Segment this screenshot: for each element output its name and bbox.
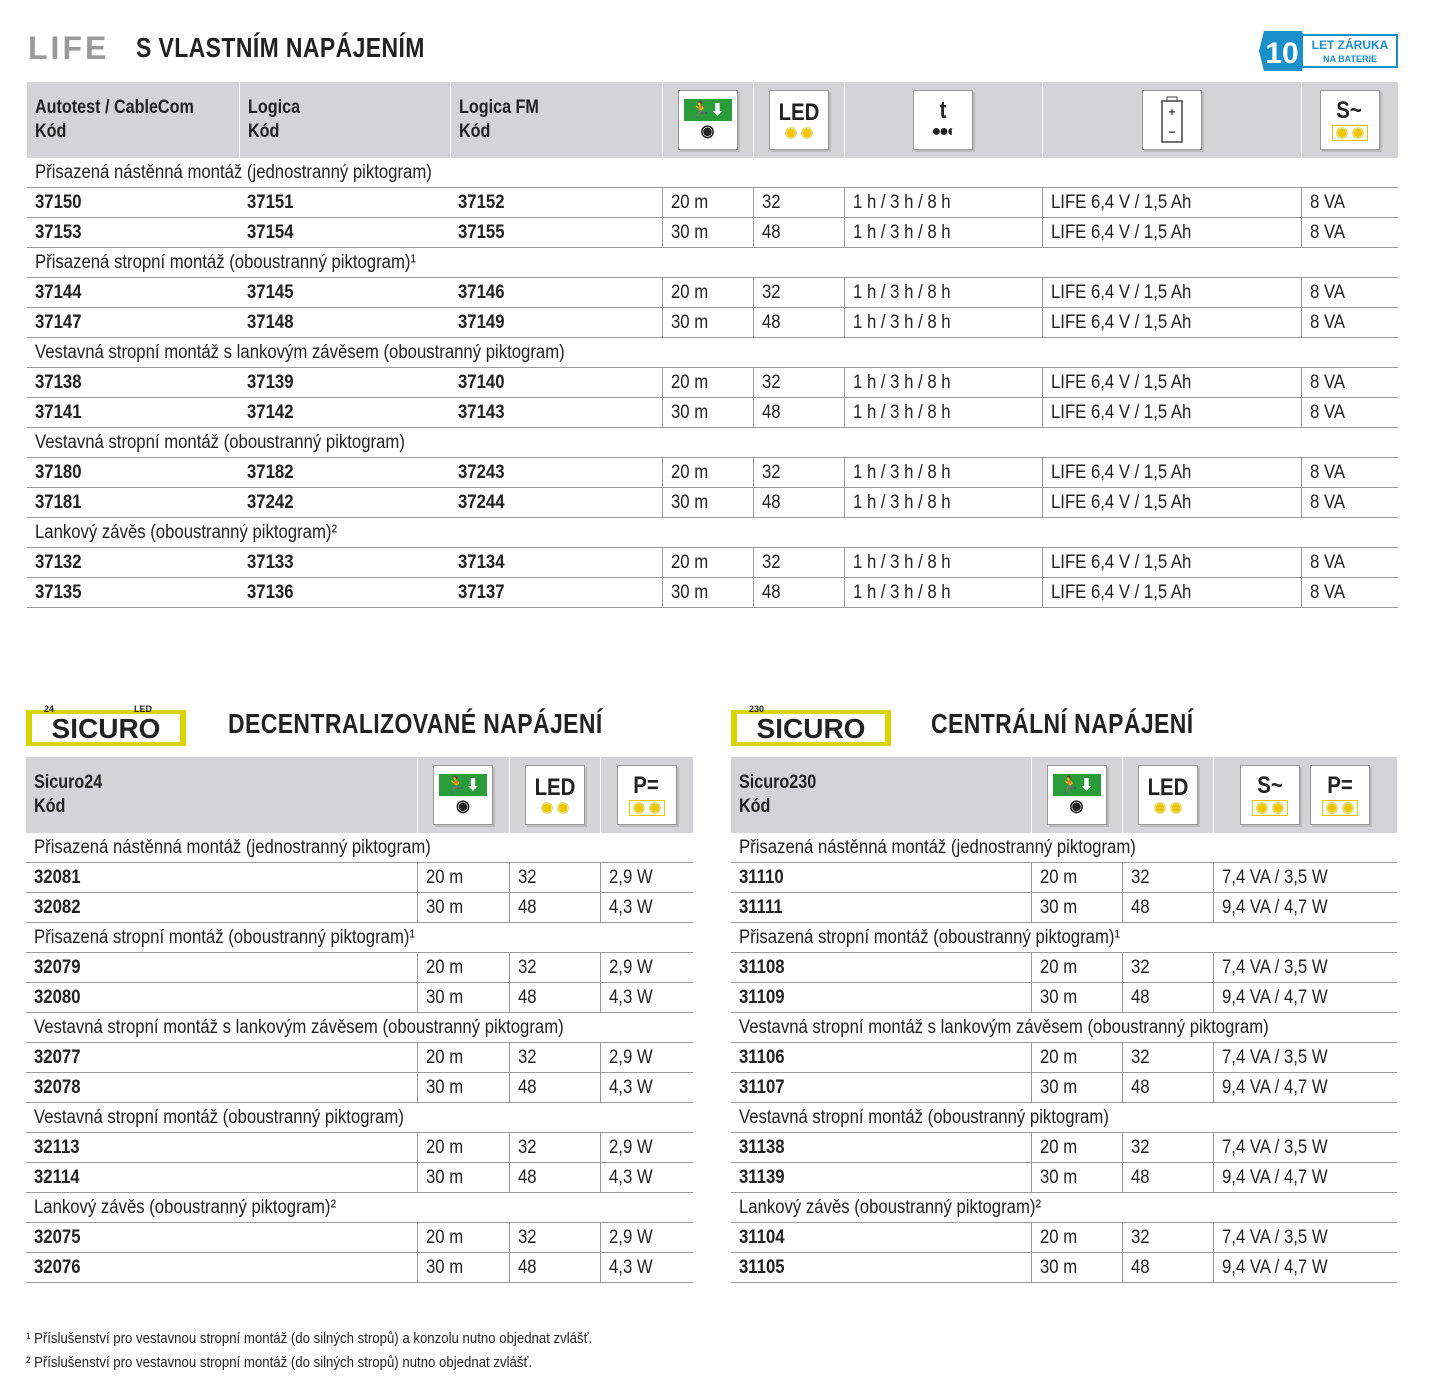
sicuro230-section-title: CENTRÁLNÍ NAPÁJENÍ [931,708,1194,739]
table-cell: 2,9 W [600,953,693,983]
table-cell: 20 m [417,1133,509,1163]
table-cell: 4,3 W [600,1073,693,1103]
col-led-icon: LED [753,82,844,158]
table-cell: 9,4 VA / 4,7 W [1213,893,1397,923]
table-cell: 7,4 VA / 3,5 W [1213,863,1397,893]
table-cell: 31105 [731,1253,1031,1283]
table-cell: 37150 [27,188,239,218]
footnote-2: ² Příslušenství pro vestavnou stropní montáž (do silných stropů) nutno objednat zvlášť. [26,1354,533,1371]
table-cell: 32 [753,368,844,398]
group-header-row [26,1193,693,1223]
eye-icon: ◉ [700,123,715,140]
table-cell: 1 h / 3 h / 8 h [844,368,1042,398]
table-cell: 32079 [26,953,417,983]
table-row [731,1253,1397,1283]
table-cell: 31108 [731,953,1031,983]
table-cell: 2,9 W [600,863,693,893]
clock-icon: ●●◐ [931,123,955,140]
table-cell: 37152 [450,188,662,218]
table-cell: LIFE 6,4 V / 1,5 Ah [1042,548,1301,578]
table-cell: 48 [1122,1253,1213,1283]
table-cell: 37138 [27,368,239,398]
table-cell: 20 m [417,863,509,893]
table-cell: 37143 [450,398,662,428]
table-cell: 32 [509,863,600,893]
table-cell: 1 h / 3 h / 8 h [844,308,1042,338]
table-cell: 32081 [26,863,417,893]
table-cell: 20 m [417,1043,509,1073]
table-row [27,548,1398,578]
table-cell: 32080 [26,983,417,1013]
col-battery-icon [1042,82,1301,158]
table-cell: 32 [753,188,844,218]
table-row [26,1253,693,1283]
table-cell: LIFE 6,4 V / 1,5 Ah [1042,278,1301,308]
table-row [27,278,1398,308]
table-cell: 8 VA [1301,188,1398,218]
table-cell: 20 m [662,278,753,308]
table-cell: 30 m [417,1073,509,1103]
table-cell: 8 VA [1301,218,1398,248]
power-led-icon [629,800,665,816]
table-cell: LIFE 6,4 V / 1,5 Ah [1042,308,1301,338]
power-led-icon [1322,800,1358,816]
table-cell: 30 m [662,488,753,518]
group-title: Vestavná stropní montáž (oboustranný piktogram) [731,1103,1397,1133]
table-cell: 37137 [450,578,662,608]
table-row [26,863,693,893]
warranty-badge [1258,30,1398,72]
table-cell: 48 [753,218,844,248]
table-cell: 7,4 VA / 3,5 W [1213,1133,1397,1163]
table-cell: 37139 [239,368,450,398]
table-cell: 20 m [417,953,509,983]
table-cell: 1 h / 3 h / 8 h [844,488,1042,518]
group-header-row [27,158,1398,188]
table-row [26,1223,693,1253]
table-cell: 20 m [1031,1043,1122,1073]
table-cell: 7,4 VA / 3,5 W [1213,1223,1397,1253]
table-row [731,1163,1397,1193]
table-cell: 32113 [26,1133,417,1163]
table-row [26,1073,693,1103]
table-cell: 32082 [26,893,417,923]
col-power-icon: P= [600,757,693,833]
group-header-row [731,1103,1397,1133]
table-cell: 37142 [239,398,450,428]
table-cell: 37140 [450,368,662,398]
table-cell: 32 [753,278,844,308]
table-row [26,1133,693,1163]
badge-number: 10 [1265,37,1299,70]
table-cell: 30 m [1031,1253,1122,1283]
table-row [27,218,1398,248]
col-logica-code: Logica Kód [239,82,450,158]
table-cell: 31110 [731,863,1031,893]
group-title: Přisazená nástěnná montáž (jednostranný piktogram) [731,833,1397,863]
exit-sign-icon: 🏃⬇ [439,774,487,796]
table-cell: 30 m [1031,983,1122,1013]
table-cell: 32 [1122,1133,1213,1163]
table-cell: 37148 [239,308,450,338]
exit-sign-icon: 🏃⬇ [684,99,732,121]
col-power-icon: S~ P= [1213,757,1397,833]
table-row [27,188,1398,218]
table-cell: 30 m [417,1253,509,1283]
table-row [26,983,693,1013]
group-header-row [26,923,693,953]
svg-text:−: − [1167,125,1176,139]
table-cell: 8 VA [1301,308,1398,338]
table-cell: 37180 [27,458,239,488]
table-cell: LIFE 6,4 V / 1,5 Ah [1042,458,1301,488]
group-title: Lankový závěs (oboustranný piktogram)² [26,1193,693,1223]
table-cell: 37146 [450,278,662,308]
led-icon [785,127,813,139]
svg-text:LED: LED [134,704,152,714]
group-title: Vestavná stropní montáž s lankovým závěsem (oboustranný piktogram) [731,1013,1397,1043]
table-cell: LIFE 6,4 V / 1,5 Ah [1042,398,1301,428]
table-cell: 8 VA [1301,578,1398,608]
table-cell: 31106 [731,1043,1031,1073]
table-cell: 20 m [1031,953,1122,983]
group-header-row [26,1103,693,1133]
table-cell: 20 m [662,458,753,488]
table-cell: 37132 [27,548,239,578]
group-title: Přisazená nástěnná montáž (jednostranný piktogram) [26,833,693,863]
col-sicuro24-code: Sicuro24 Kód [26,757,417,833]
table-cell: 48 [509,1253,600,1283]
table-cell: 31104 [731,1223,1031,1253]
sicuro24-logo [24,704,214,748]
group-title: Přisazená stropní montáž (oboustranný piktogram)¹ [27,248,1398,278]
table-cell: 20 m [1031,1223,1122,1253]
table-row [26,953,693,983]
badge-line2: NA BATERIE [1323,54,1377,64]
table-cell: 32 [1122,1043,1213,1073]
table-cell: 4,3 W [600,893,693,923]
group-header-row [27,428,1398,458]
led-icon [1154,802,1182,814]
table-cell: 1 h / 3 h / 8 h [844,548,1042,578]
table-cell: 8 VA [1301,368,1398,398]
table-cell: 48 [1122,893,1213,923]
table-cell: 9,4 VA / 4,7 W [1213,1253,1397,1283]
table-cell: LIFE 6,4 V / 1,5 Ah [1042,188,1301,218]
table-cell: 8 VA [1301,548,1398,578]
table-cell: 31111 [731,893,1031,923]
table-row [731,983,1397,1013]
group-header-row [27,248,1398,278]
table-cell: LIFE 6,4 V / 1,5 Ah [1042,218,1301,248]
life-section-title: S VLASTNÍM NAPÁJENÍM [136,32,425,63]
table-cell: 20 m [662,548,753,578]
table-cell: 20 m [417,1223,509,1253]
table-cell: 30 m [417,1163,509,1193]
table-cell: 20 m [662,368,753,398]
table-row [731,893,1397,923]
sicuro24-table [26,757,694,1283]
table-cell: 37244 [450,488,662,518]
table-cell: 48 [509,1073,600,1103]
group-header-row [731,1193,1397,1223]
table-row [27,368,1398,398]
table-row [26,1163,693,1193]
table-cell: 37145 [239,278,450,308]
table-cell: 37243 [450,458,662,488]
table-cell: 2,9 W [600,1133,693,1163]
table-row [731,863,1397,893]
table-cell: 30 m [1031,1073,1122,1103]
table-cell: 37141 [27,398,239,428]
power-led-icon [1252,800,1288,816]
group-header-row [731,923,1397,953]
table-cell: 32 [509,1133,600,1163]
table-cell: 4,3 W [600,983,693,1013]
battery-icon [1160,96,1184,144]
life-table [27,82,1399,608]
table-cell: 30 m [1031,893,1122,923]
table-cell: 37149 [450,308,662,338]
table-cell: 32 [753,548,844,578]
group-title: Lankový závěs (oboustranný piktogram)² [27,518,1398,548]
sicuro230-logo [729,704,919,748]
eye-icon: ◉ [456,798,470,815]
table-cell: 1 h / 3 h / 8 h [844,188,1042,218]
table-cell: 30 m [662,398,753,428]
table-cell: 4,3 W [600,1253,693,1283]
table-cell: 48 [1122,983,1213,1013]
group-title: Vestavná stropní montáž s lankovým závěsem (oboustranný piktogram) [27,338,1398,368]
table-cell: 20 m [662,188,753,218]
table-cell: 20 m [1031,1133,1122,1163]
table-cell: 30 m [662,308,753,338]
group-title: Přisazená stropní montáž (oboustranný piktogram)¹ [26,923,693,953]
table-row [27,578,1398,608]
table-cell: 1 h / 3 h / 8 h [844,398,1042,428]
table-cell: 32 [509,1043,600,1073]
table-cell: 9,4 VA / 4,7 W [1213,1073,1397,1103]
table-cell: 32076 [26,1253,417,1283]
table-cell: 48 [509,983,600,1013]
table-cell: 30 m [417,893,509,923]
table-cell: 31107 [731,1073,1031,1103]
table-row [27,398,1398,428]
col-sicuro230-code: Sicuro230 Kód [731,757,1031,833]
power-led-icon [1332,125,1368,141]
footnote-1: ¹ Příslušenství pro vestavnou stropní montáž (do silných stropů) a konzolu nutno objednat zvlášť. [26,1330,593,1347]
eye-icon: ◉ [1069,798,1084,815]
table-cell: 37155 [450,218,662,248]
table-cell: 30 m [417,983,509,1013]
table-cell: 37151 [239,188,450,218]
table-row [731,1133,1397,1163]
group-header-row [731,1013,1397,1043]
table-cell: 32 [1122,1223,1213,1253]
table-cell: 9,4 VA / 4,7 W [1213,1163,1397,1193]
table-cell: 2,9 W [600,1223,693,1253]
table-row [731,953,1397,983]
table-cell: 32 [509,1223,600,1253]
col-logica-fm-code: Logica FM Kód [450,82,662,158]
table-cell: 8 VA [1301,398,1398,428]
table-cell: 48 [509,1163,600,1193]
table-cell: 48 [753,308,844,338]
table-cell: 20 m [1031,863,1122,893]
table-row [27,458,1398,488]
group-header-row [27,518,1398,548]
table-cell: 48 [509,893,600,923]
col-distance-icon [1031,757,1122,833]
badge-line1: LET ZÁRUKA [1311,38,1389,52]
group-header-row [731,833,1397,863]
table-cell: 37181 [27,488,239,518]
life-logo: LIFE [28,30,110,66]
table-cell: 30 m [1031,1163,1122,1193]
table-cell: 32075 [26,1223,417,1253]
group-title: Přisazená stropní montáž (oboustranný piktogram)¹ [731,923,1397,953]
col-distance-icon [662,82,753,158]
table-row [26,893,693,923]
table-cell: 37136 [239,578,450,608]
table-cell: 32 [753,458,844,488]
table-row [27,488,1398,518]
col-power-icon: S~ [1301,82,1398,158]
table-cell: 8 VA [1301,458,1398,488]
group-title: Přisazená nástěnná montáž (jednostranný piktogram) [27,158,1398,188]
group-header-row [26,833,693,863]
table-row [731,1073,1397,1103]
table-cell: 37147 [27,308,239,338]
table-cell: LIFE 6,4 V / 1,5 Ah [1042,488,1301,518]
table-cell: 32114 [26,1163,417,1193]
col-led-icon: LED [509,757,600,833]
table-cell: 8 VA [1301,278,1398,308]
table-cell: 37182 [239,458,450,488]
svg-text:+: + [1167,105,1176,119]
table-row [27,308,1398,338]
table-cell: 7,4 VA / 3,5 W [1213,1043,1397,1073]
col-time-icon: t ●●◐ [844,82,1042,158]
table-cell: 9,4 VA / 4,7 W [1213,983,1397,1013]
group-header-row [27,338,1398,368]
table-cell: 32 [509,953,600,983]
table-cell: 8 VA [1301,488,1398,518]
table-cell: 48 [1122,1163,1213,1193]
table-cell: 4,3 W [600,1163,693,1193]
table-cell: 32 [1122,863,1213,893]
group-title: Vestavná stropní montáž s lankovým závěsem (oboustranný piktogram) [26,1013,693,1043]
sicuro230-table [731,757,1398,1283]
table-cell: 37153 [27,218,239,248]
table-row [26,1043,693,1073]
table-cell: 2,9 W [600,1043,693,1073]
exit-sign-icon: 🏃⬇ [1053,774,1101,796]
group-title: Vestavná stropní montáž (oboustranný piktogram) [27,428,1398,458]
table-cell: 1 h / 3 h / 8 h [844,278,1042,308]
table-cell: LIFE 6,4 V / 1,5 Ah [1042,368,1301,398]
group-title: Vestavná stropní montáž (oboustranný piktogram) [26,1103,693,1133]
table-cell: 31109 [731,983,1031,1013]
table-cell: 37134 [450,548,662,578]
table-cell: 7,4 VA / 3,5 W [1213,953,1397,983]
table-cell: 48 [753,578,844,608]
table-cell: 30 m [662,578,753,608]
table-cell: 37133 [239,548,450,578]
table-cell: 37154 [239,218,450,248]
table-cell: 32 [1122,953,1213,983]
table-cell: 31138 [731,1133,1031,1163]
group-title: Lankový závěs (oboustranný piktogram)² [731,1193,1397,1223]
svg-text:230: 230 [749,704,765,714]
table-cell: 37135 [27,578,239,608]
led-icon [541,802,569,814]
svg-text:24: 24 [44,704,55,714]
table-cell: 48 [753,398,844,428]
table-cell: 48 [753,488,844,518]
table-row [731,1223,1397,1253]
table-cell: 1 h / 3 h / 8 h [844,578,1042,608]
col-autotest-code: Autotest / CableCom Kód [27,82,239,158]
sicuro24-section-title: DECENTRALIZOVANÉ NAPÁJENÍ [228,708,603,739]
col-distance-icon [417,757,509,833]
group-header-row [26,1013,693,1043]
table-cell: 32077 [26,1043,417,1073]
svg-text:SICURO: SICURO [51,713,161,744]
table-cell: 1 h / 3 h / 8 h [844,218,1042,248]
table-cell: 30 m [662,218,753,248]
table-cell: 37242 [239,488,450,518]
table-cell: 1 h / 3 h / 8 h [844,458,1042,488]
col-led-icon: LED [1122,757,1213,833]
svg-text:SICURO: SICURO [756,713,866,744]
table-cell: 48 [1122,1073,1213,1103]
table-cell: 37144 [27,278,239,308]
table-cell: 32078 [26,1073,417,1103]
table-row [731,1043,1397,1073]
table-cell: LIFE 6,4 V / 1,5 Ah [1042,578,1301,608]
table-cell: 31139 [731,1163,1031,1193]
